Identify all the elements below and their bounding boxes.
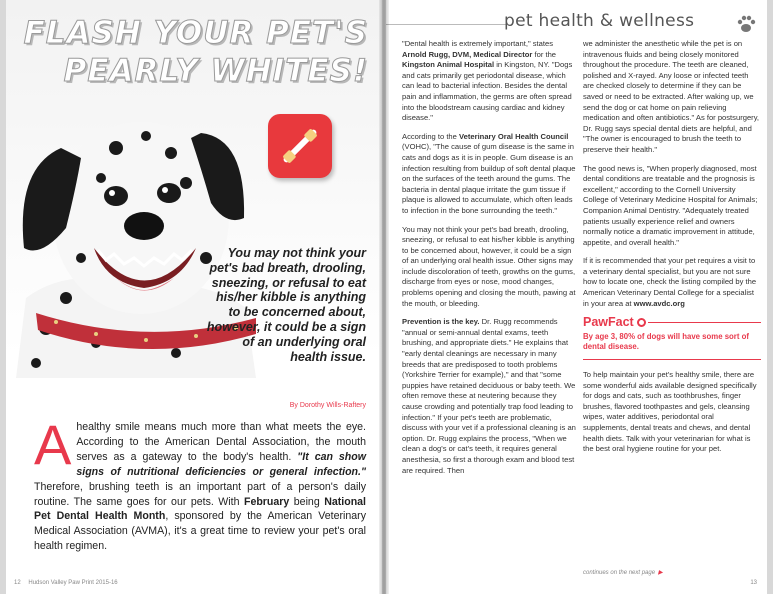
article-column-1 bbox=[402, 39, 577, 484]
left-page bbox=[6, 0, 382, 594]
lead-quote: "It can show signs of nutritional deficiencies or general infection." bbox=[76, 450, 366, 478]
text-run: According to the bbox=[402, 131, 459, 141]
publication-name: Hudson Valley Paw Print 2015-16 bbox=[28, 580, 118, 586]
headline bbox=[8, 14, 368, 90]
text-bold: Prevention is the key. bbox=[402, 317, 480, 327]
pawfact-rule bbox=[648, 322, 761, 323]
article-column-2 bbox=[583, 39, 761, 463]
text-bold: Kingston Animal Hospital bbox=[402, 60, 495, 70]
text-run: Dr. Rugg recommends "annual or semi-annual dental exams, teeth brushing, and appropriate diets." He explains that "early dental cleanings are necessary in many breeds that are predisposed to tooth problems (Yorkshire Terrier for example)," and that "some puppies have retained deciduous or baby teeth. We often remove these at neutering because they cause crowding and potentially trap food leading to infection." If your pet's teeth are problematic, discuss with your vet if a professional cleaning is an option. Dr. Rugg explains the process, "When we clean a dog's or cat's teeth, it requires general anesthesia, so first a thorough exam and blood test are required. Then bbox=[402, 317, 576, 475]
folio-left bbox=[14, 580, 124, 586]
lead-paragraph bbox=[34, 413, 366, 554]
continues-text: continues on the next page bbox=[583, 570, 656, 576]
pawfact-label: PawFact bbox=[583, 315, 634, 330]
paw-print-icon bbox=[734, 12, 758, 36]
text-run: for the bbox=[532, 49, 557, 59]
lead-text-2: Therefore, brushing teeth is an important part of a person's daily routine. The same goes for our pets. With bbox=[34, 480, 366, 508]
paragraph bbox=[583, 256, 761, 309]
circle-icon bbox=[637, 318, 646, 327]
paragraph bbox=[402, 39, 577, 124]
text-run: (VOHC), "The cause of gum disease is the same in cats and dogs as it is in people. Gum disease is an infection resulting from buildup of soft dental plaque on the surfaces of the teeth around the gums. The bacteria in dental plaque irritate the gum tissue if plaque is allowed to accumulate, which often leads to infection in the bone surrounding the teeth." bbox=[402, 142, 576, 215]
pawfact-title bbox=[583, 317, 761, 328]
pawfact-text: By age 3, 80% of dogs will have some sort of dental disease. bbox=[583, 331, 749, 352]
page-number-right: 13 bbox=[750, 580, 757, 586]
pawfact-bottom-rule bbox=[583, 359, 761, 360]
lead-text-1: healthy smile means much more than what meets the eye. According to the American Dental Association, the mouth serves as a gateway to the body's health. bbox=[76, 421, 366, 463]
lead-bold-1: February bbox=[243, 495, 290, 508]
paragraph: we administer the anesthetic while the pet is on intravenous fluids and being closely monitored throughout the procedure. The teeth are cleaned, polished and X-rayed. Any loose or infected teeth are checked closely to determine if they can be saved or need to be extracted. After waking up, we send the dog or cat home on pain relieving medication and often antibiotics." As for postsurgery, Dr. Rugg says special dental diets are helpful, and "The owner is encouraged to brush the teeth to preserve their health." bbox=[583, 39, 760, 154]
pull-quote: You may not think your pet's bad breath, drooling, sneezing, or refusal to eat his/her kibble is anything to be concerned about, however, it could be a sign of an underlying oral health issue. bbox=[206, 246, 366, 364]
pawfact-box bbox=[583, 317, 761, 360]
text-run: "Dental health is extremely important," states bbox=[402, 39, 554, 48]
lead-bold-2: National Pet Dental Health Month bbox=[34, 495, 366, 523]
continues-note bbox=[583, 569, 663, 576]
paragraph: You may not think your pet's bad breath, drooling, sneezing, or refusal to eat his/her kibble is anything to be concerned about, however, it could be a sign of an underlying oral health issue. Other signs may include discoloration of teeth, growths on the gums, discharge from eyes or nose, mood changes, problems opening and closing the mouth, pawing at the mouth, or bleeding. bbox=[402, 224, 576, 308]
right-page bbox=[386, 0, 767, 594]
website-link: www.avdc.org bbox=[633, 298, 685, 308]
section-header: pet health & wellness bbox=[504, 11, 695, 31]
text-run: If it is recommended that your pet requires a visit to a veterinary dental specialist, but you are not sure how to locate one, check the listing compiled by the American Veterinary Dental College for a specialist in your area at bbox=[583, 256, 757, 308]
lead-text-3: being bbox=[289, 495, 325, 508]
text-run: in Kingston, NY. "Dogs and cats primarily get periodontal disease, which can lead to bacterial infection. Besides the dental pain and inflammation, the germs are often spread into the bloodstream causing cardiac and kidney disease." bbox=[402, 60, 573, 123]
paragraph bbox=[402, 317, 577, 476]
headline-line-1: FLASH YOUR PET'S bbox=[23, 15, 368, 51]
headline-line-2: PEARLY WHITES! bbox=[63, 53, 368, 89]
header-rule bbox=[386, 24, 506, 25]
lead-text-4: , sponsored by the American Veterinary Medical Association (AVMA), it's a great time to review your pet's oral health regimen. bbox=[34, 510, 366, 553]
text-bold: Veterinary Oral Health Council bbox=[459, 131, 569, 141]
byline: By Dorothy Wills-Raftery bbox=[289, 402, 366, 409]
paragraph: The good news is, "When properly diagnosed, most dental conditions are treatable and the prognosis is excellent," according to the Cornell University College of Veterinary Medicine Hospital for Animals; Companion Animal Dentistry. "Adequately treated patients usually experience relief and owners normally notice a dramatic improvement in attitude, appetite, and overall health." bbox=[583, 163, 758, 247]
drop-cap: A bbox=[34, 413, 72, 476]
paragraph bbox=[402, 132, 577, 217]
page-number-left: 12 bbox=[14, 580, 21, 586]
toothbrush-icon bbox=[268, 114, 332, 178]
paragraph: To help maintain your pet's healthy smile, there are some wonderful aids available designed specifically for dogs and cats, such as toothbrushes, finger brushes, flavored toothpastes and gels, cleansing wipes, water additives, periodontal oral supplements, dental treats and chews, and dental health diets. Talk with your veterinarian for what is the best oral hygiene routine for your pet. bbox=[583, 370, 757, 454]
text-bold: Arnold Rugg, DVM, Medical Director bbox=[402, 49, 533, 59]
spine-gutter bbox=[379, 0, 389, 594]
arrow-right-icon: ▶ bbox=[658, 570, 663, 576]
